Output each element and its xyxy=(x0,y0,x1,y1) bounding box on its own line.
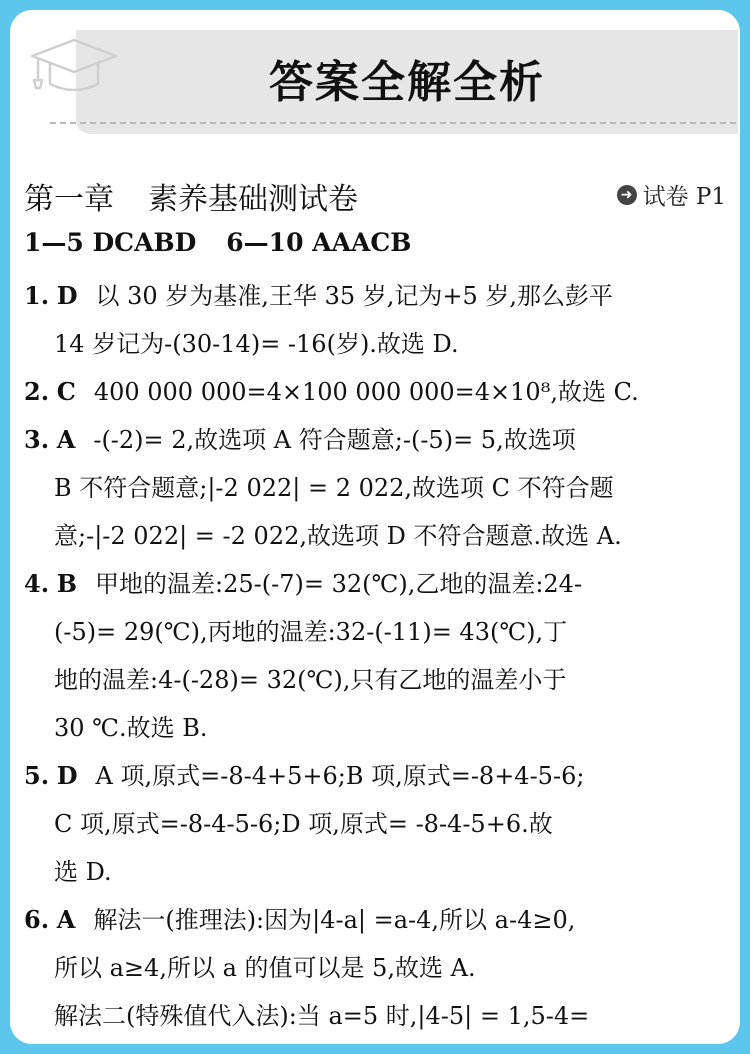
answer-letter: D xyxy=(56,281,78,310)
question-number: 4. xyxy=(24,569,50,598)
question-number: 3. xyxy=(24,425,50,454)
question-number: 2. xyxy=(24,377,50,406)
solution-text: 400 000 000=4×100 000 000=4×10⁸,故选 C. xyxy=(93,378,639,406)
page-title: 答案全解全析 xyxy=(269,57,545,108)
quick-answers xyxy=(24,228,411,257)
solution-text: B 不符合题意;|-2 022| = 2 022,故选项 C 不符合题 xyxy=(54,474,614,502)
solution-line xyxy=(24,320,736,368)
solution-line xyxy=(24,896,736,944)
solution-line xyxy=(24,416,736,464)
solution-text: (-5)= 29(℃),丙地的温差:32-(-11)= 43(℃),丁 xyxy=(54,618,568,646)
solution-item xyxy=(24,896,736,1040)
question-number: 1. xyxy=(24,281,50,310)
solution-text: A 项,原式=-8-4+5+6;B 项,原式=-8+4-5-6; xyxy=(95,762,585,790)
answer-letter: D xyxy=(56,761,78,790)
chapter-name: 素养基础测试卷 xyxy=(148,182,358,217)
solution-text: 选 D. xyxy=(54,858,112,886)
solution-line xyxy=(24,800,736,848)
solution-item xyxy=(24,416,736,560)
solution-text: 所以 a≥4,所以 a 的值可以是 5,故选 A. xyxy=(54,954,476,982)
answer-letter: B xyxy=(56,569,77,598)
solution-line xyxy=(24,560,736,608)
solution-line xyxy=(24,944,736,992)
answer-letter: A xyxy=(56,425,76,454)
solution-line xyxy=(24,704,736,752)
answers-group-1: 1—5 DCABD xyxy=(24,228,197,257)
paper-reference-label: 试卷 P1 xyxy=(642,184,726,210)
solution-text: C 项,原式=-8-4-5-6;D 项,原式= -8-4-5+6.故 xyxy=(54,810,553,838)
banner-divider xyxy=(50,122,736,124)
solution-line xyxy=(24,464,736,512)
solution-text: 以 30 岁为基准,王华 35 岁,记为+5 岁,那么彭平 xyxy=(95,282,614,310)
paper-reference xyxy=(617,178,726,211)
solution-item xyxy=(24,272,736,368)
solution-list xyxy=(24,272,736,1040)
solution-line xyxy=(24,656,736,704)
solution-line xyxy=(24,752,736,800)
chapter-number: 第一章 xyxy=(24,182,114,217)
solution-text: 30 ℃.故选 B. xyxy=(54,714,208,742)
solution-line xyxy=(24,992,736,1040)
answer-page xyxy=(10,10,740,1044)
solution-line xyxy=(24,848,736,896)
solution-text: -(-2)= 2,故选项 A 符合题意;-(-5)= 5,故选项 xyxy=(93,426,576,454)
solution-line xyxy=(24,608,736,656)
answer-letter: A xyxy=(56,905,76,934)
answers-group-2: 6—10 AAACB xyxy=(226,228,412,257)
solution-text: 甲地的温差:25-(-7)= 32(℃),乙地的温差:24- xyxy=(95,570,583,598)
question-number: 6. xyxy=(24,905,50,934)
solution-item xyxy=(24,368,736,416)
solution-line xyxy=(24,368,736,416)
solution-text: 地的温差:4-(-28)= 32(℃),只有乙地的温差小于 xyxy=(54,666,567,694)
arrow-right-circle-icon: ➜ xyxy=(617,185,637,205)
solution-line xyxy=(24,512,736,560)
question-number: 5. xyxy=(24,761,50,790)
solution-item xyxy=(24,752,736,896)
solution-text: 解法二(特殊值代入法):当 a=5 时,|4-5| = 1,5-4= xyxy=(54,1002,590,1030)
answer-letter: C xyxy=(56,377,76,406)
solution-text: 意;-|-2 022| = -2 022,故选项 D 不符合题意.故选 A. xyxy=(54,522,622,550)
solution-text: 14 岁记为-(30-14)= -16(岁).故选 D. xyxy=(54,330,459,358)
solution-text: 解法一(推理法):因为|4-a| =a-4,所以 a-4≥0, xyxy=(93,906,576,934)
solution-line xyxy=(24,272,736,320)
chapter-heading xyxy=(24,174,358,218)
solution-item xyxy=(24,560,736,752)
